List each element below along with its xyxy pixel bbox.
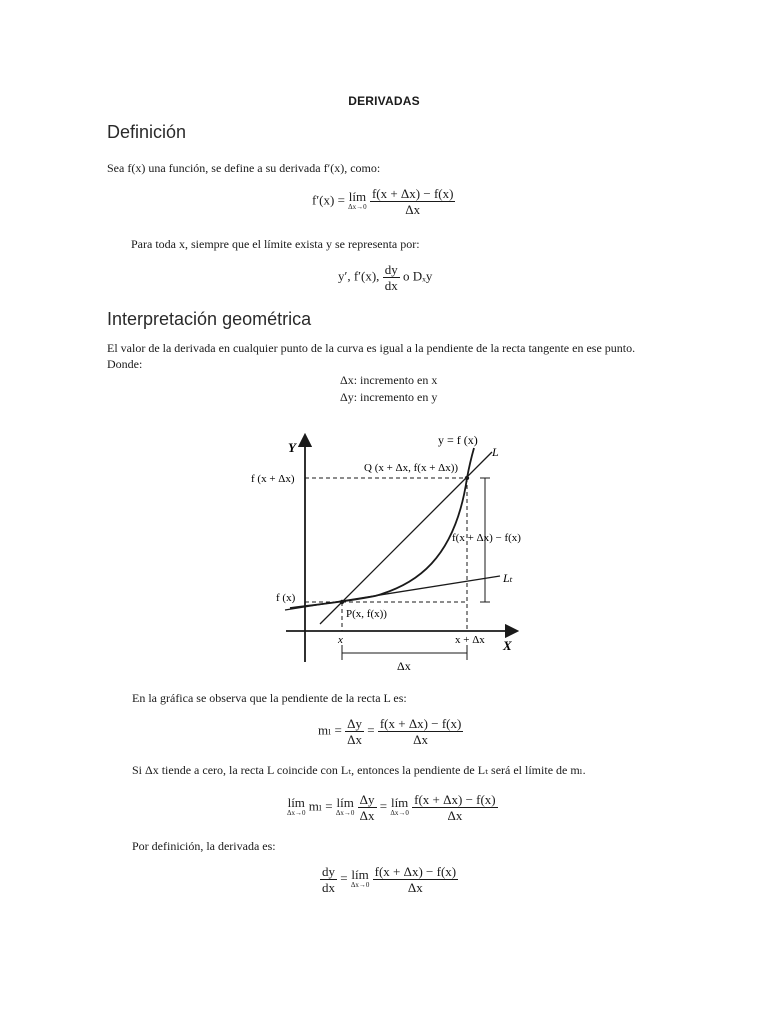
- limit-difference-quotient: [412, 792, 498, 823]
- lim-word: lím: [351, 866, 369, 882]
- curve-label: y = f (x): [438, 433, 478, 447]
- point-Q-label: Q (x + Δx, f(x + Δx)): [364, 462, 459, 474]
- notation-primes: y′, f′(x),: [338, 268, 380, 284]
- final-limit-operator: [350, 866, 370, 891]
- para-toda-text: Para toda x, siempre que el límite exista y se representa por:: [131, 237, 420, 251]
- tangent-line-Lt: [285, 576, 500, 610]
- line-Lt-label: Lₜ: [503, 571, 513, 585]
- limit-text: Si Δx tiende a cero, la recta L coincide con Lₜ, entonces la pendiente de Lₜ será el límite de mₗ.: [132, 763, 586, 777]
- lim-word: lím: [390, 794, 409, 810]
- point-Q: [465, 476, 469, 480]
- final-denominator: Δx: [407, 880, 423, 895]
- fx-label: f (x): [276, 592, 296, 604]
- lim-word: lím: [348, 188, 367, 204]
- leibniz-denominator: dx: [322, 880, 335, 895]
- section-heading-interpretacion: Interpretación geométrica: [107, 309, 312, 329]
- limit-operator-2: [335, 794, 355, 819]
- slope-text: En la gráfica se observa que la pendiente de la recta L es:: [132, 691, 407, 705]
- lim-subscript: Δx→0: [287, 808, 306, 817]
- lim-subscript: Δx→0: [390, 808, 409, 817]
- definition-intro: Sea f(x) una función, se define a su derivada f′(x), como:: [107, 161, 381, 175]
- delta-quotient: [345, 716, 364, 747]
- y-axis-label: Y: [288, 440, 296, 455]
- equals-sign: =: [325, 798, 333, 814]
- leibniz-numerator: dy: [384, 262, 398, 277]
- section-heading-definicion: Definición: [107, 122, 187, 142]
- x-axis-label: X: [503, 638, 512, 653]
- equals-sign: =: [379, 798, 388, 814]
- por-definicion-text: Por definición, la derivada es:: [132, 839, 276, 853]
- delta-x: Δx: [347, 732, 362, 747]
- equals-sign: =: [367, 722, 375, 738]
- document-title: DERIVADAS: [348, 94, 420, 108]
- delta-x-definition: Δx: incremento en x: [340, 373, 438, 387]
- delta-x: Δx: [359, 808, 375, 823]
- leibniz-numerator: dy: [322, 864, 335, 879]
- fx-plus-label: f (x + Δx): [251, 473, 295, 485]
- x-tick-label: x: [338, 634, 343, 646]
- lim-subscript: Δx→0: [348, 202, 367, 211]
- final-derivative-formula: [320, 864, 458, 895]
- line-L-label: L: [492, 445, 499, 459]
- limit-delta-quotient: [358, 792, 377, 823]
- slope-difference-quotient: [378, 716, 464, 747]
- point-P: [340, 600, 344, 604]
- fraction-denominator: Δx: [405, 202, 421, 217]
- limit-slope-formula: [287, 792, 498, 823]
- lim-word: lím: [287, 794, 305, 810]
- slope-numerator: f(x + Δx) − f(x): [379, 716, 462, 731]
- leibniz-denominator: dx: [384, 278, 398, 293]
- x-plus-tick-label: x + Δx: [455, 634, 485, 646]
- formula-lhs: f′(x) =: [312, 192, 345, 208]
- slope-denominator: Δx: [413, 732, 429, 747]
- difference-label: f(x + Δx) − f(x): [452, 532, 521, 544]
- delta-y-definition: Δy: incremento en y: [340, 390, 438, 404]
- geometric-interpretation-text: El valor de la derivada en cualquier punto de la curva es igual a la pendiente de la recta tangente en ese punto.: [107, 341, 636, 355]
- point-P-label: P(x, f(x)): [346, 608, 387, 620]
- delta-x-label: Δx: [397, 659, 411, 673]
- delta-y: Δy: [359, 792, 375, 807]
- slope-lhs: mₗ =: [318, 722, 342, 738]
- delta-y: Δy: [347, 716, 362, 731]
- donde-label: Donde:: [107, 357, 143, 371]
- limit-denominator: Δx: [447, 808, 463, 823]
- final-numerator: f(x + Δx) − f(x): [374, 864, 457, 879]
- notation-operator: o Dₓy: [402, 268, 433, 284]
- slope-symbol: mₗ: [308, 798, 323, 814]
- final-difference-quotient: [373, 864, 459, 895]
- fraction-numerator: f(x + Δx) − f(x): [371, 186, 454, 201]
- lim-word: lím: [336, 794, 354, 810]
- limit-numerator: f(x + Δx) − f(x): [414, 792, 496, 807]
- lim-subscript: Δx→0: [335, 808, 355, 817]
- limit-operator-3: [390, 794, 409, 819]
- limit-operator-1: [287, 794, 306, 819]
- lim-subscript: Δx→0: [350, 880, 370, 889]
- equals-sign: =: [340, 870, 348, 886]
- secant-slope-formula: [318, 716, 463, 747]
- final-leibniz: [320, 864, 337, 895]
